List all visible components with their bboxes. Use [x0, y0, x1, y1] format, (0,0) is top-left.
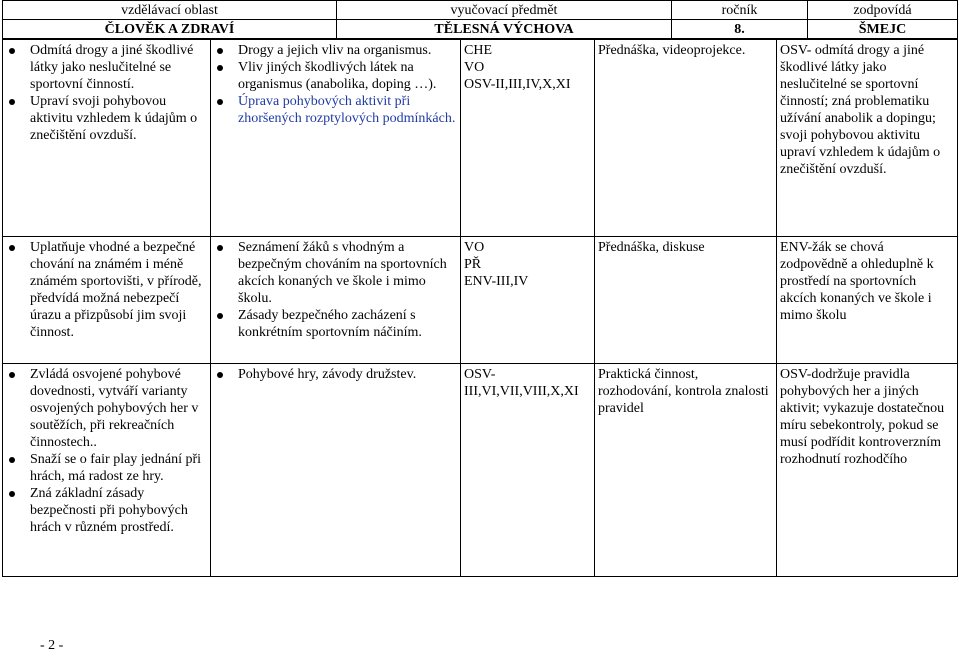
header-subject-value: TĚLESNÁ VÝCHOVA	[337, 20, 672, 39]
header-responsible-value: ŠMEJC	[808, 20, 958, 39]
notes-cell: OSV- odmítá drogy a jiné škodlivé látky jako neslučitelné se sportovní činností; zná problematiku užívání anabolik a dopingu; svoji pohybovou aktivitu upraví vzhledem k údajům o znečištění ovzduší.	[777, 40, 958, 237]
crosscut-line: OSV-	[464, 367, 496, 382]
notes-cell: ENV-žák se chová zodpovědně a ohleduplně k prostředí na sportovních akcích konaných ve škole i mimo školu	[777, 237, 958, 364]
crosscut-line: OSV-II,III,IV,X,XI	[464, 77, 571, 92]
header-labels-row	[3, 1, 958, 20]
page-number: - 2 -	[40, 638, 64, 653]
method-cell: Přednáška, videoprojekce.	[595, 40, 777, 237]
crosscut-line: ENV-III,IV	[464, 274, 529, 289]
output-item: Uplatňuje vhodné a bezpečné chování na známém i méně známém sportovišti, v přírodě, předvídá možná nebezpečí úrazu a přizpůsobí jim svoji činnost.	[30, 239, 207, 341]
outputs-cell	[3, 40, 211, 237]
topic-item: Vliv jiných škodlivých látek na organismus (anabolika, doping …).	[238, 59, 457, 93]
table-row	[3, 364, 958, 577]
output-item: Zvládá osvojené pohybové dovednosti, vytváří varianty osvojených pohybových her v soutěžích, při rekreačních činnostech..	[30, 366, 207, 451]
notes-cell: OSV-dodržuje pravidla pohybových her a jiných aktivit; vykazuje dostatečnou míru sebekontroly, pokud se musí podřídit kontroverzním rozhodnutí rozhodčího	[777, 364, 958, 577]
output-item: Odmítá drogy a jiné škodlivé látky jako neslučitelné se sportovní činností.	[30, 42, 207, 93]
crosscut-cell	[461, 364, 595, 577]
outputs-cell	[3, 364, 211, 577]
table-row	[3, 40, 958, 237]
header-grade-value: 8.	[672, 20, 808, 39]
output-item: Zná základní zásady bezpečnosti při pohybových hrách v různém prostředí.	[30, 485, 207, 536]
outputs-cell	[3, 237, 211, 364]
header-area-value: ČLOVĚK A ZDRAVÍ	[3, 20, 337, 39]
crosscut-line: VO	[464, 60, 485, 75]
content-table	[2, 39, 958, 577]
header-table	[2, 0, 958, 39]
crosscut-line: CHE	[464, 43, 492, 58]
crosscut-cell	[461, 237, 595, 364]
method-cell: Praktická činnost, rozhodování, kontrola znalosti pravidel	[595, 364, 777, 577]
crosscut-cell	[461, 40, 595, 237]
method-cell: Přednáška, diskuse	[595, 237, 777, 364]
curriculum-page	[2, 0, 957, 577]
header-area-label: vzdělávací oblast	[3, 1, 337, 20]
crosscut-line: III,VI,VII,VIII,X,XI	[464, 384, 579, 399]
topics-cell	[211, 364, 461, 577]
header-responsible-label: zodpovídá	[808, 1, 958, 20]
output-item: Snaží se o fair play jednání při hrách, má radost ze hry.	[30, 451, 207, 485]
topic-item: Seznámení žáků s vhodným a bezpečným chováním na sportovních akcích konaných ve škole i mimo školu.	[238, 239, 457, 307]
header-subject-label: vyučovací předmět	[337, 1, 672, 20]
topic-item: Úprava pohybových aktivit při zhoršených rozptylových podmínkách.	[238, 94, 456, 126]
crosscut-line: VO	[464, 240, 485, 255]
topic-item: Zásady bezpečného zacházení s konkrétním sportovním náčiním.	[238, 307, 457, 341]
topic-item: Pohybové hry, závody družstev.	[238, 366, 457, 383]
topic-item: Drogy a jejich vliv na organismus.	[238, 42, 457, 59]
output-item: Upraví svoji pohybovou aktivitu vzhledem k údajům o znečištění ovzduší.	[30, 93, 207, 144]
topics-cell	[211, 237, 461, 364]
crosscut-line: PŘ	[464, 257, 482, 272]
topics-cell	[211, 40, 461, 237]
header-grade-label: ročník	[672, 1, 808, 20]
header-values-row	[3, 20, 958, 39]
table-row	[3, 237, 958, 364]
